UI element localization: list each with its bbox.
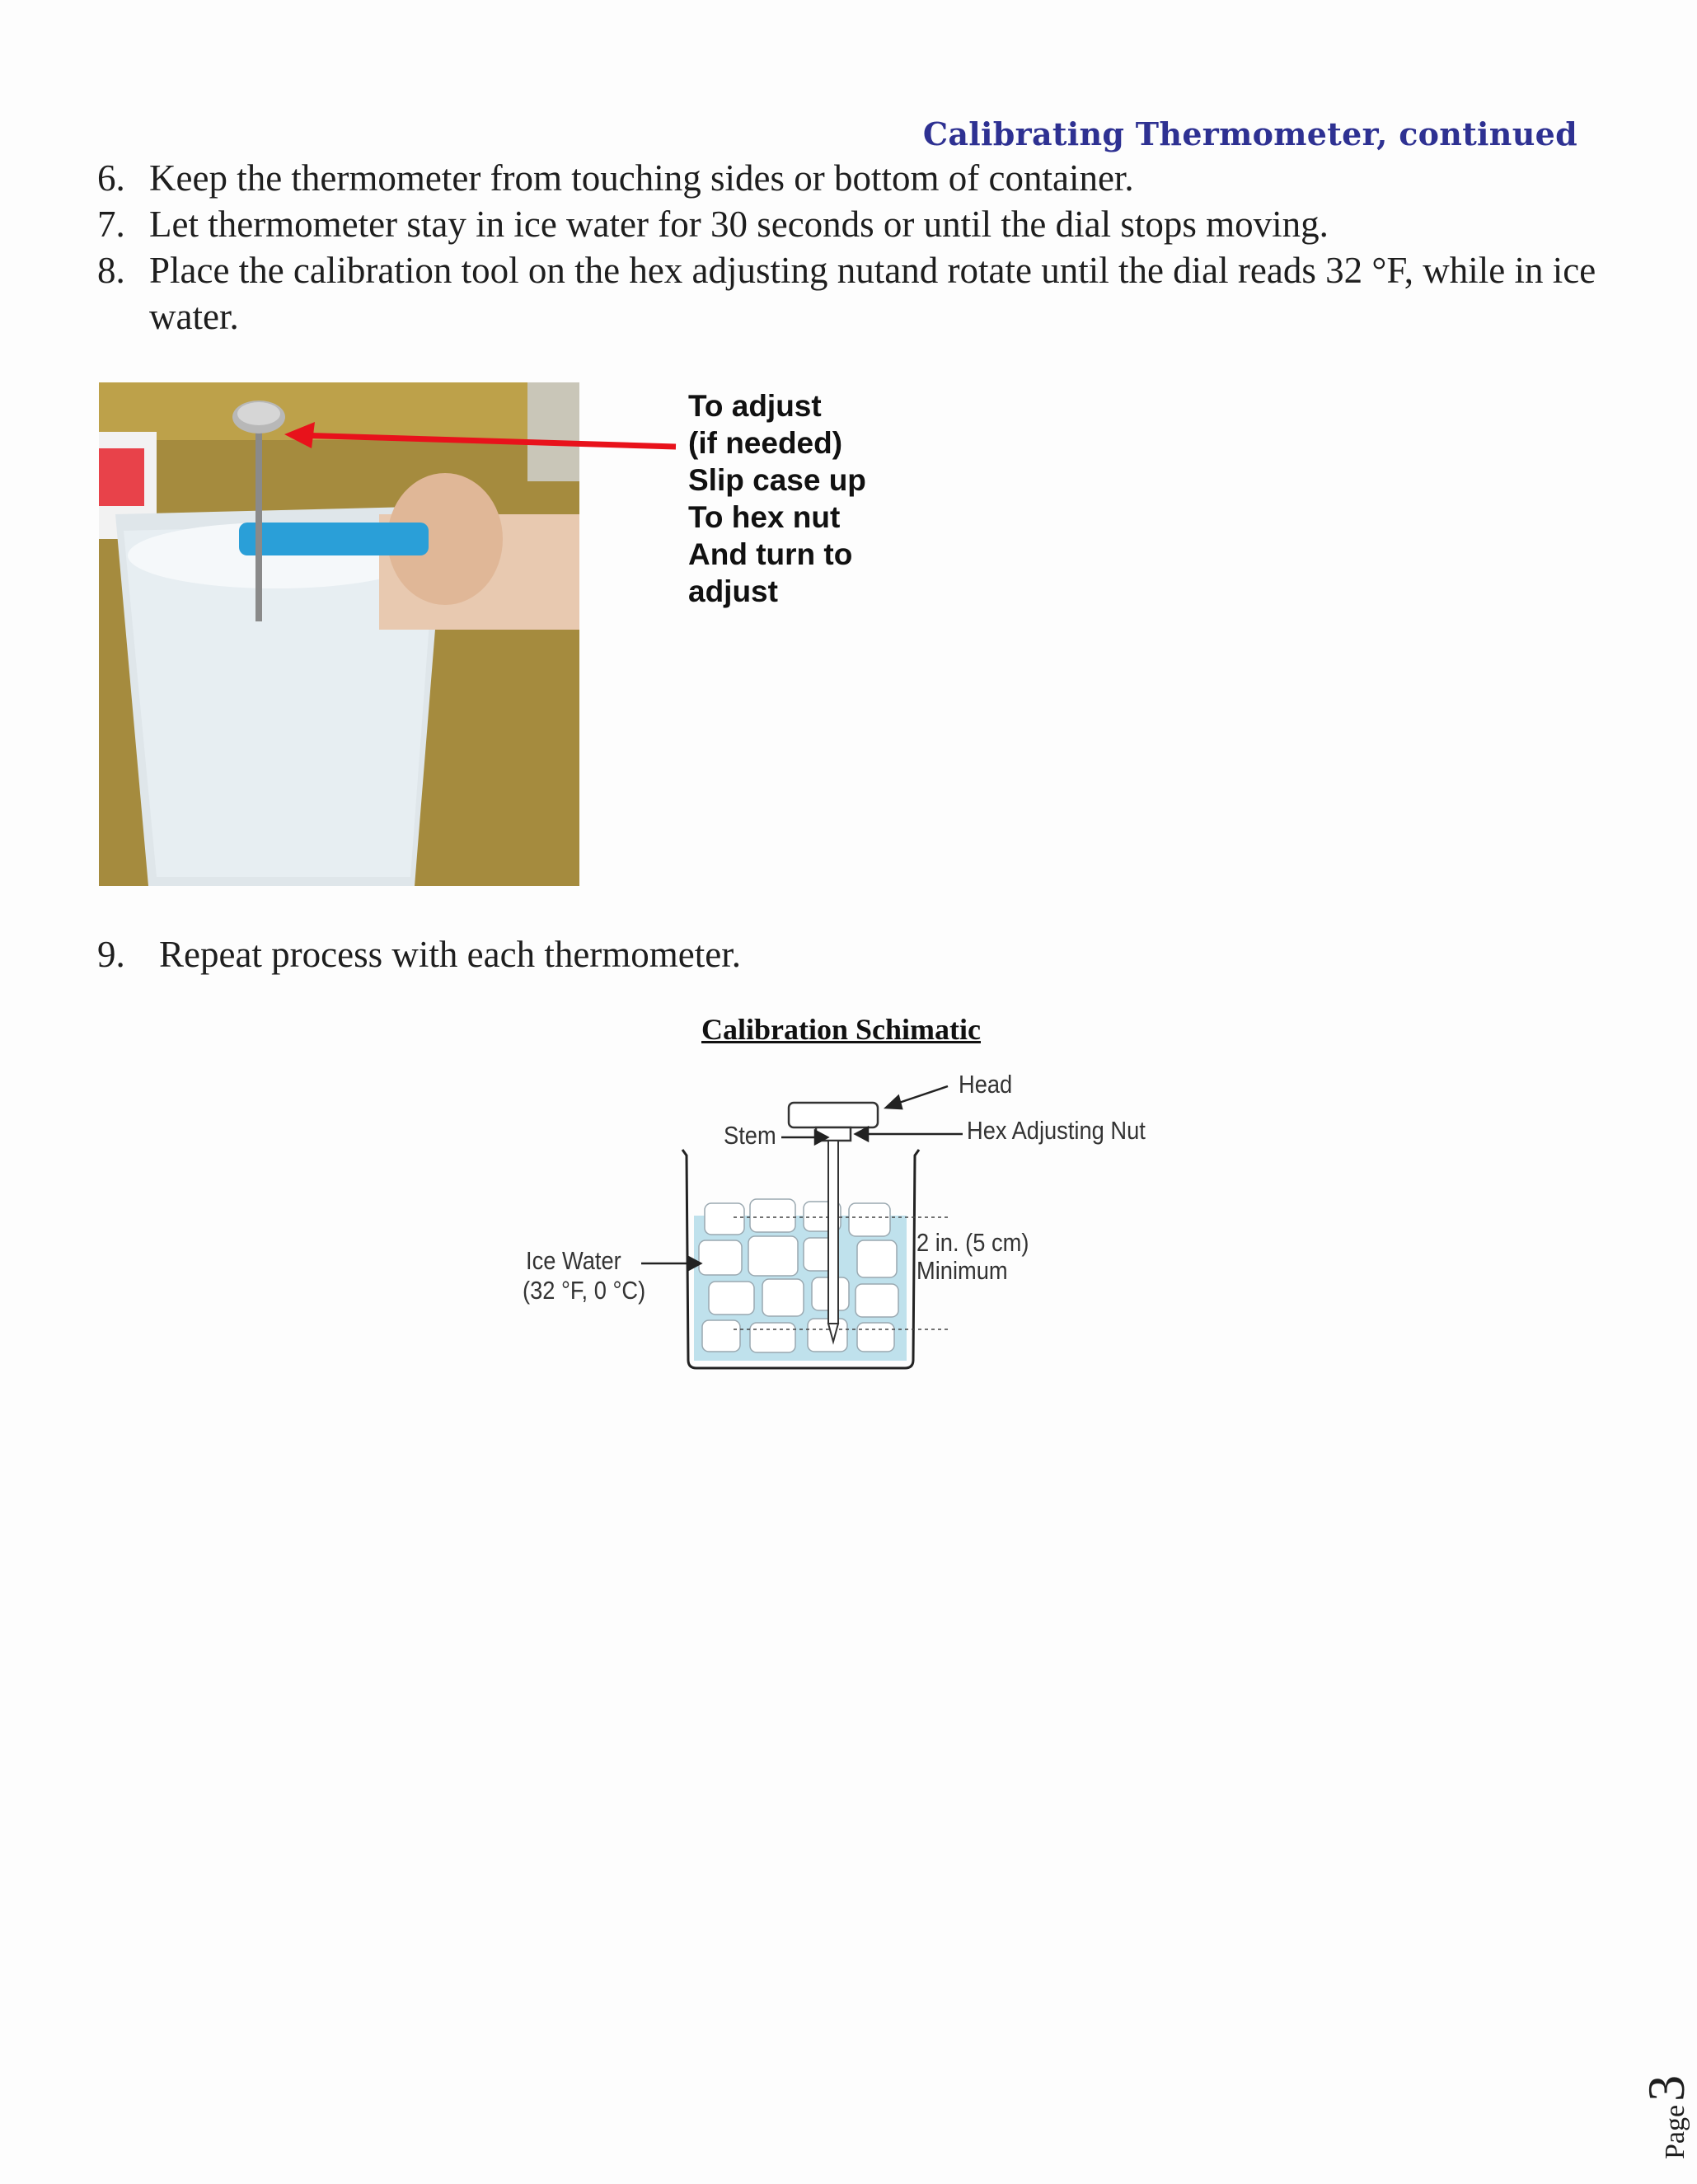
step-number: 8.: [97, 250, 125, 291]
page-number: [1636, 1994, 1695, 2168]
note-line: (if needed): [688, 426, 843, 460]
step-text: Repeat process with each thermometer.: [159, 934, 741, 975]
step-text: Keep the thermometer from touching sides or bottom of container.: [149, 157, 1134, 199]
calibration-schematic: [511, 1063, 1187, 1393]
note-line: To adjust: [688, 389, 822, 423]
schematic-title: Calibration Schimatic: [701, 1013, 981, 1046]
hex-nut-label: Hex Adjusting Nut: [967, 1116, 1146, 1145]
page-digit: 3: [1637, 2074, 1695, 2102]
schematic-drawing: [511, 1063, 1187, 1393]
step-text: Let thermometer stay in ice water for 30 seconds or until the dial stops moving.: [149, 204, 1329, 245]
photo-illustration: [99, 382, 579, 886]
page-word: Page: [1660, 2104, 1690, 2159]
depth-minimum-label: Minimum: [916, 1256, 1008, 1285]
thermometer-photo: [99, 382, 579, 886]
step-number: 9.: [97, 934, 125, 975]
note-line: adjust: [688, 574, 778, 608]
page-header-title: Calibrating Thermometer, continued: [922, 115, 1577, 152]
step-6: [97, 155, 1606, 201]
step-number: 6.: [97, 157, 125, 199]
step-8: [97, 247, 1606, 340]
note-line: To hex nut: [688, 500, 841, 534]
step-text: Place the calibration tool on the hex adjusting nutand rotate until the dial reads 32 °F, while in ice water.: [149, 250, 1596, 337]
step-number: 7.: [97, 204, 125, 245]
ice-water-label: Ice Water: [526, 1246, 621, 1275]
adjust-instruction-note: [688, 387, 866, 610]
note-line: And turn to: [688, 537, 853, 571]
instruction-steps: [97, 155, 1606, 340]
stem-label: Stem: [724, 1121, 776, 1150]
head-label: Head: [959, 1070, 1013, 1099]
depth-label: 2 in. (5 cm): [916, 1228, 1029, 1257]
step-7: [97, 201, 1606, 247]
step-9: [97, 931, 741, 977]
note-line: Slip case up: [688, 463, 866, 497]
ice-water-temp-label: (32 °F, 0 °C): [523, 1276, 646, 1305]
